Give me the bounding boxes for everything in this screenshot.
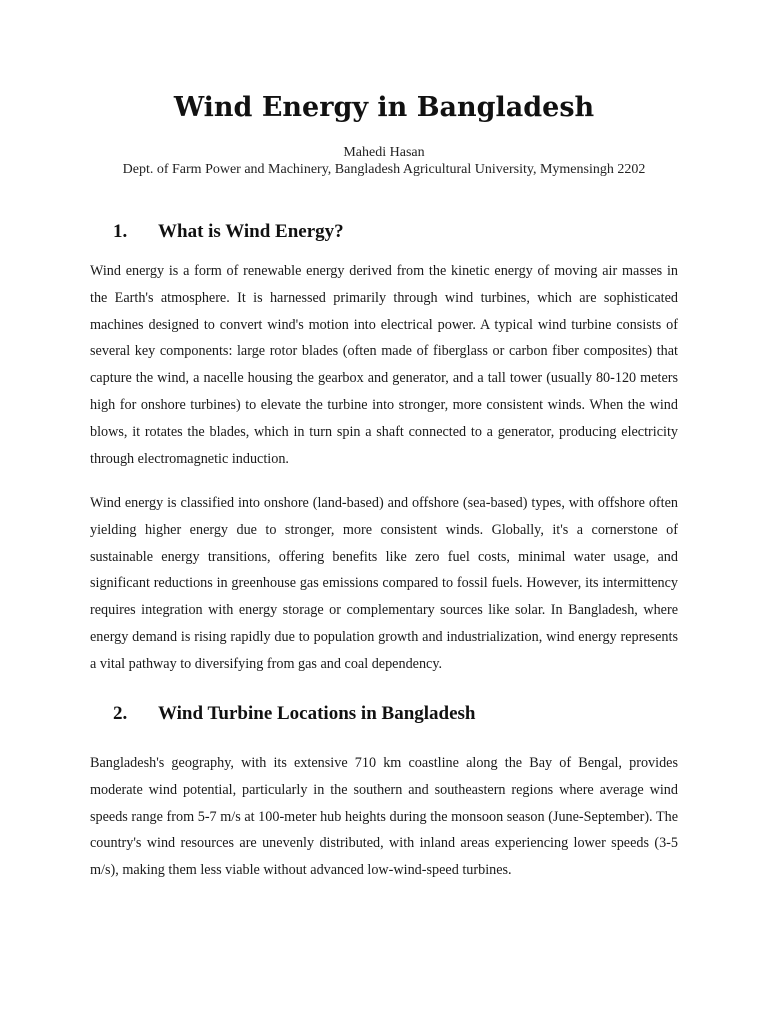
section-2-number: 2. [113,703,128,724]
section-2-title: Wind Turbine Locations in Bangladesh [158,703,476,724]
section-1-title: What is Wind Energy? [158,221,344,242]
author-affiliation: Dept. of Farm Power and Machinery, Bangladesh Agricultural University, Mymensingh 2202 [122,162,646,177]
section-2-heading [113,703,476,725]
section-1-paragraph-1: Wind energy is a form of renewable energy derived from the kinetic energy of moving air masses in the Earth's atmosphere. It is harnessed primarily through wind turbines, which are sophisticated machines designed to convert wind's motion into electrical power. A typical wind turbine consists of several key components: large rotor blades (often made of fiberglass or carbon fiber composites) that capture the wind, a nacelle housing the gearbox and generator, and a tall tower (usually 80-120 meters high for onshore turbines) to elevate the turbine into stronger, more consistent winds. When the wind blows, it rotates the blades, which in turn spin a shaft connected to a generator, producing electricity through electromagnetic induction. [90,263,678,467]
section-1-heading [113,221,344,243]
section-1-paragraph-2: Wind energy is classified into onshore (land-based) and offshore (sea-based) types, with offshore often yielding higher energy due to stronger, more consistent winds. Globally, it's a cornerstone of sustainable energy transitions, offering benefits like zero fuel costs, minimal water usage, and significant reductions in greenhouse gas emissions compared to fossil fuels. However, its intermittency requires integration with energy storage or complementary sources like solar. In Bangladesh, where energy demand is rising rapidly due to population growth and industrialization, wind energy represents a vital pathway to diversifying from gas and coal dependency. [90,495,678,672]
section-2-paragraph-1: Bangladesh's geography, with its extensive 710 km coastline along the Bay of Bengal, provides moderate wind potential, particularly in the southern and southeastern regions where average wind speeds range from 5-7 m/s at 100-meter hub heights during the monsoon season (June-September). The country's wind resources are unevenly distributed, with inland areas experiencing lower speeds (3-5 m/s), making them less viable without advanced low-wind-speed turbines. [90,755,678,879]
section-1-number: 1. [113,221,128,242]
author-name: Mahedi Hasan [343,145,425,160]
document-title: Wind Energy in Bangladesh [173,92,595,123]
